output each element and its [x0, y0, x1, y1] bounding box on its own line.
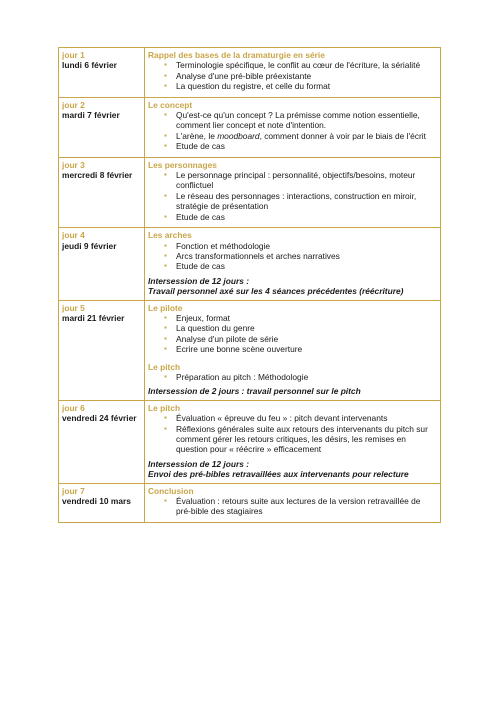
section-title: Les personnages [148, 159, 217, 170]
list-item: ▪ La question du registre, et celle du format [164, 81, 437, 91]
list-item: ▪ Préparation au pitch : Méthodologie [164, 372, 437, 382]
day-label: jour 1 [62, 50, 85, 60]
day-date: mardi 7 février [62, 110, 120, 121]
list-item: ▪ Etude de cas [164, 212, 437, 222]
section-title: Le pilote [148, 302, 183, 313]
day-cell [59, 300, 145, 400]
list-item: ▪ Fonction et méthodologie [164, 241, 437, 251]
intersession-line: Intersession de 2 jours : travail personnel sur le pitch [148, 386, 361, 397]
content-cell [145, 300, 441, 400]
day-date: vendredi 24 février [62, 413, 137, 424]
intersession-note [148, 459, 437, 480]
list-item: ▪ Arcs transformationnels et arches narratives [164, 251, 437, 261]
list-item: ▪ Qu'est-ce qu'un concept ? La prémisse comme notion essentielle, comment lier concept et note d'intention. [164, 110, 437, 131]
item-list [148, 413, 437, 455]
intersession-line: Travail personnel axé sur les 4 séances précédentes (réécriture) [148, 286, 404, 297]
intersession-note [148, 276, 437, 297]
list-item: ▪ Le réseau des personnages : interactions, construction en miroir, stratégie de présentation [164, 191, 437, 212]
day-date: vendredi 10 mars [62, 496, 131, 507]
item-list [148, 110, 437, 152]
day-cell [59, 400, 145, 483]
content-cell [145, 157, 441, 227]
schedule-table [58, 47, 441, 523]
list-item: ▪ Etude de cas [164, 141, 437, 151]
list-item: ▪ Évaluation « épreuve du feu » : pitch devant intervenants [164, 413, 437, 423]
list-item: ▪ Évaluation : retours suite aux lectures de la version retravaillée de pré-bible des stagiaires [164, 496, 437, 517]
content-cell [145, 228, 441, 300]
list-item: ▪ Enjeux, format [164, 313, 437, 323]
section-title: Le pitch [148, 361, 181, 372]
schedule-row-jour-1 [59, 48, 441, 98]
item-list [148, 372, 437, 382]
day-label: jour 4 [62, 230, 85, 241]
day-label: jour 5 [62, 302, 85, 313]
list-item: ▪ La question du genre [164, 323, 437, 333]
day-date: jeudi 9 février [62, 240, 117, 251]
list-item: ▪ Etude de cas [164, 261, 437, 271]
item-list [148, 241, 437, 272]
schedule-row-jour-2 [59, 97, 441, 157]
day-label: jour 6 [62, 402, 85, 413]
day-label: jour 2 [62, 99, 85, 110]
item-list [148, 496, 437, 517]
item-list [148, 313, 437, 355]
section-title: Les arches [148, 230, 192, 241]
day-cell [59, 157, 145, 227]
item-list [148, 170, 437, 222]
list-item: ▪ Analyse d'un pilote de série [164, 334, 437, 344]
content-cell [145, 483, 441, 522]
day-cell [59, 483, 145, 522]
item-list [148, 60, 437, 91]
list-item: ▪ Ecrire une bonne scène ouverture [164, 344, 437, 354]
intersession-line: Envoi des pré-bibles retravaillées aux intervenants pour relecture [148, 469, 409, 480]
list-item: ▪ Réflexions générales suite aux retours des intervenants du pitch sur comment gérer les retours critiques, les désirs, les remises en question pour « réécrire » efficacement [164, 424, 437, 455]
list-item: ▪ Le personnage principal : personnalité, objectifs/besoins, moteur conflictuel [164, 170, 437, 191]
schedule-row-jour-4 [59, 228, 441, 300]
schedule-row-jour-5 [59, 300, 441, 400]
day-date: mardi 21 février [62, 312, 125, 323]
list-item: ▪ Terminologie spécifique, le conflit au cœur de l'écriture, la sérialité [164, 60, 437, 70]
intersession-line: Intersession de 12 jours : [148, 458, 249, 469]
content-cell [145, 97, 441, 157]
section-title: Conclusion [148, 485, 194, 496]
day-date: mercredi 8 février [62, 170, 133, 181]
section-title: Le concept [148, 99, 193, 110]
schedule-row-jour-7 [59, 483, 441, 522]
schedule-row-jour-6 [59, 400, 441, 483]
day-label: jour 7 [62, 485, 85, 496]
day-label: jour 3 [62, 159, 85, 170]
day-cell [59, 97, 145, 157]
section-title: Rappel des bases de la dramaturgie en série [148, 50, 325, 60]
content-cell [145, 400, 441, 483]
list-item-moodboard: ▪ L'arène, le moodboard, comment donner à voir par le biais de l'écrit [164, 131, 437, 141]
content-cell [145, 48, 441, 98]
section-title: Le pitch [148, 402, 181, 413]
schedule-row-jour-3 [59, 157, 441, 227]
day-cell [59, 228, 145, 300]
italic-term: moodboard [217, 130, 260, 141]
list-item: ▪ Analyse d'une pré-bible préexistante [164, 71, 437, 81]
intersession-line: Intersession de 12 jours : [148, 275, 249, 286]
day-cell [59, 48, 145, 98]
intersession-note [148, 386, 437, 396]
day-date: lundi 6 février [62, 60, 117, 71]
